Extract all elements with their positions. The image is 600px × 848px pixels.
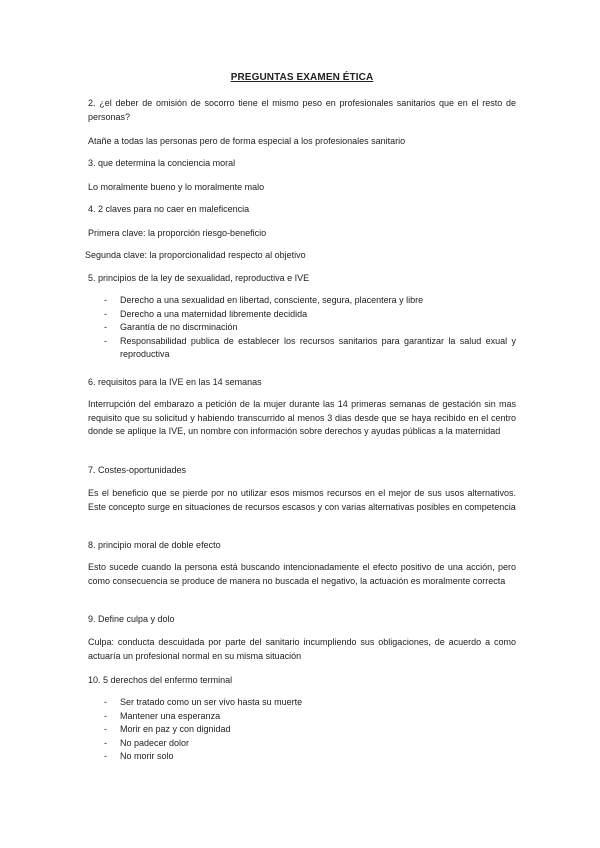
list-item: - Mantener una esperanza bbox=[88, 710, 516, 724]
document-title: PREGUNTAS EXAMEN ÉTICA bbox=[230, 72, 374, 83]
list-item: - No padecer dolor bbox=[88, 737, 516, 751]
list-item: - Garantía de no discrminación bbox=[88, 321, 516, 335]
question-9: 9. Define culpa y dolo bbox=[88, 614, 175, 624]
list-item: - Derecho a una sexualidad en libertad, consciente, segura, placentera y libre bbox=[88, 294, 516, 308]
list-item: - Derecho a una maternidad libremente decidida bbox=[88, 308, 516, 322]
list-item: - No morir solo bbox=[88, 750, 516, 764]
question-10: 10. 5 derechos del enfermo terminal bbox=[88, 675, 233, 685]
answer-8: Esto sucede cuando la persona está buscando intencionadamente el efecto positivo de una acción, pero como consecuencia se produce de manera no buscada el negativo, la actuación es moralmente correcta bbox=[88, 562, 516, 586]
principles-list bbox=[88, 294, 516, 362]
question-7: 7. Costes-oportunidades bbox=[88, 465, 187, 475]
answer-2: Atañe a todas las personas pero de forma especial a los profesionales sanitario bbox=[88, 136, 406, 146]
answer-7: Es el beneficio que se pierde por no utilizar esos mismos recursos en el mejor de sus usos alternativos. Este concepto surge en situaciones de recursos escasos y con varias alternativas posibles en competencia bbox=[88, 488, 516, 512]
answer-9: Culpa: conducta descuidada por parte del sanitario incumpliendo sus obligaciones, de acuerdo a como actuaría un profesional normal en su misma situación bbox=[88, 637, 516, 661]
question-8: 8. principio moral de doble efecto bbox=[88, 540, 221, 550]
question-5: 5. principios de la ley de sexualidad, reproductiva e IVE bbox=[88, 273, 310, 283]
list-item: - Morir en paz y con dignidad bbox=[88, 723, 516, 737]
answer-3: Lo moralmente bueno y lo moralmente malo bbox=[88, 182, 265, 192]
question-2: 2. ¿el deber de omisión de socorro tiene el mismo peso en profesionales sanitarios que en el resto de personas? bbox=[88, 98, 516, 122]
answer-4-second-key: Segunda clave: la proporcionalidad respecto al objetivo bbox=[85, 250, 306, 260]
question-3: 3. que determina la conciencia moral bbox=[88, 158, 236, 168]
answer-4-first-key: Primera clave: la proporción riesgo-beneficio bbox=[88, 228, 267, 238]
terminal-rights-list bbox=[88, 696, 516, 764]
list-item: - Ser tratado como un ser vivo hasta su muerte bbox=[88, 696, 516, 710]
answer-6: Interrupción del embarazo a petición de la mujer durante las 14 primeras semanas de gestación sin mas requisito que su solicitud y habiendo transcurrido al menos 3 dias desde que se haya recibido en el centro donde se aplique la IVE, un nombre con información sobre derechos y ayudas públicas a la maternidad bbox=[88, 399, 516, 436]
question-6: 6. requisitos para la IVE en las 14 semanas bbox=[88, 377, 262, 387]
question-4: 4. 2 claves para no caer en maleficencia bbox=[88, 204, 250, 214]
list-item: - Responsabilidad publica de establecer los recursos sanitarios para garantizar la salud exual y reproductiva bbox=[88, 335, 516, 362]
